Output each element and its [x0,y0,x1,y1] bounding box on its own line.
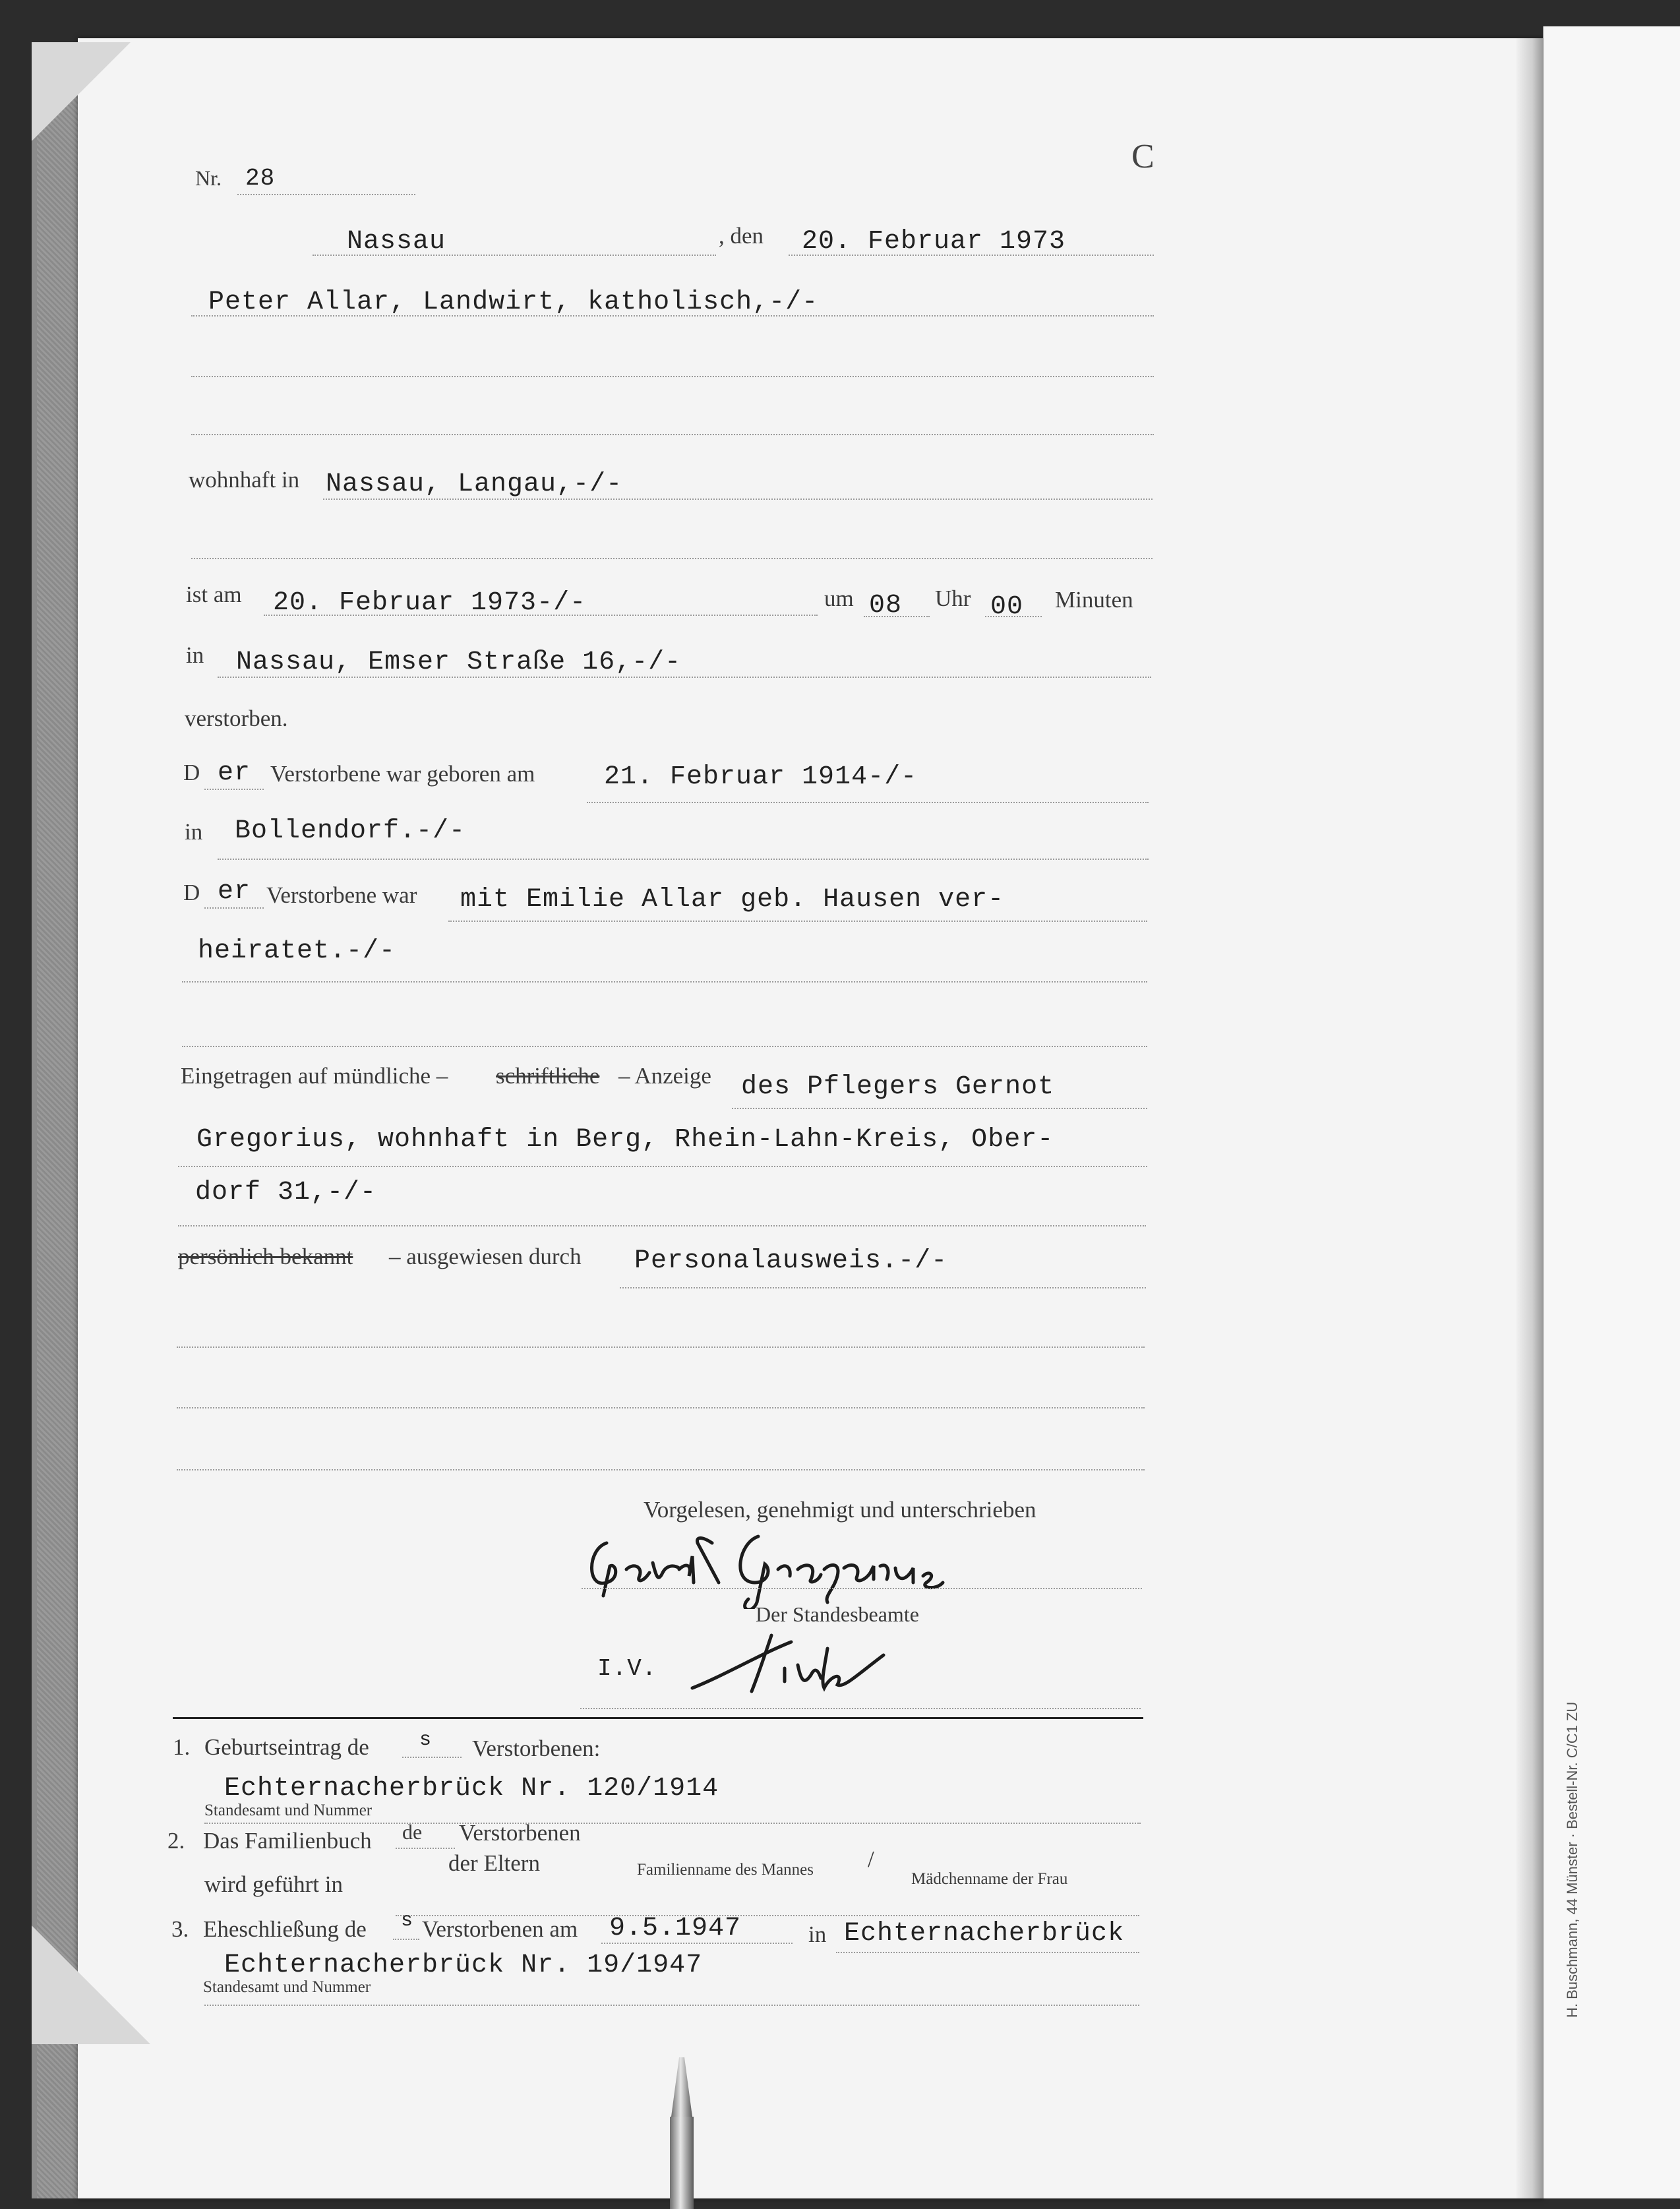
item3-value-line [204,2005,1139,2006]
registrar-signature-rule [580,1708,1141,1709]
birth-d-suffix: er [218,758,251,788]
marriage-rule-1 [448,921,1147,922]
identification-value: Personalausweis.-/- [634,1246,948,1276]
place: Nassau [347,227,446,257]
item3-number: 3. [171,1916,189,1942]
registration-label-a: Eingetragen auf mündliche – [181,1063,448,1089]
birth-date-line [587,802,1149,803]
birth-place-line [218,859,1149,860]
item1-suffix: s [419,1729,433,1751]
person-line-2 [191,376,1154,377]
um-label: um [824,586,854,611]
read-approved-label: Vorgelesen, genehmigt und unterschrieben [644,1497,1036,1523]
pen-pointer-icon [665,2057,702,2209]
birth-d-line [204,789,264,790]
death-minutes: 00 [990,592,1024,622]
item1-caption: Standesamt und Nummer [204,1801,373,1819]
birth-place-label: in [185,819,203,845]
item3-label: Eheschließung de [203,1916,367,1942]
item3-value: Echternacherbrück Nr. 19/1947 [224,1951,703,1980]
page-corner-top [32,42,131,141]
item1-value-line [204,1823,1141,1824]
identification-label-struck: persönlich bekannt [178,1244,353,1269]
death-date-line [264,615,818,616]
item1-label-b: Verstorbenen: [472,1736,601,1761]
death-hour: 08 [869,591,903,620]
item3-caption: Standesamt und Nummer [203,1978,371,1996]
birth-place: Bollendorf.-/- [235,816,466,846]
informant-line-3: dorf 31,-/- [195,1178,377,1207]
registrar-label: Der Standesbeamte [756,1602,919,1626]
corner-letter: C [1131,138,1155,175]
informant-line-2: Gregorius, wohnhaft in Berg, Rhein-Lahn-Kreis, Ober- [196,1125,1054,1155]
nr-line [237,194,415,195]
marriage-d-suffix: er [218,877,251,907]
item2-verstorbenen: Verstorbenen [459,1820,581,1846]
marriage-line-1: mit Emilie Allar geb. Hausen ver- [460,885,1005,915]
item2-label-b: wird geführt in [204,1871,343,1897]
blank-rule-1 [177,1347,1145,1348]
birth-d-label: D [183,760,200,785]
item1-label: Geburtseintrag de [204,1734,369,1760]
date-line [789,255,1154,256]
blank-rule-3 [177,1469,1145,1470]
minutes-line [985,616,1042,617]
deceased-description: Peter Allar, Landwirt, katholisch,-/- [208,287,819,317]
record-date: 20. Februar 1973 [802,227,1066,257]
person-line-3 [191,434,1154,435]
item3-place-line [836,1952,1139,1953]
death-date: 20. Februar 1973-/- [273,588,587,618]
minuten-label: Minuten [1055,587,1133,613]
birth-text-label: Verstorbene war geboren am [270,761,535,787]
marriage-d-line [204,907,264,909]
informant-rule-2 [178,1166,1147,1167]
informant-rule-1 [732,1108,1147,1109]
den-label: , den [719,223,764,249]
identification-label-b: – ausgewiesen durch [389,1244,582,1269]
hour-line [864,616,930,617]
residence-value: Nassau, Langau,-/- [326,469,623,499]
iv-label: I.V. [597,1655,657,1682]
death-place-line [218,677,1151,678]
verstorben-label: verstorben. [185,706,288,731]
nr-value: 28 [245,165,276,192]
marriage-d-label: D [183,880,200,905]
informant-rule-3 [178,1225,1146,1226]
person-line-1 [191,315,1154,317]
item3-in-label: in [808,1922,827,1947]
item3-suffix-line [393,1939,419,1940]
item1-value: Echternacherbrück Nr. 120/1914 [224,1774,719,1803]
item3-place: Echternacherbrück [844,1919,1125,1949]
place-line [313,255,716,256]
identification-rule [620,1287,1146,1288]
residence-line-2 [191,558,1153,559]
item2-de-line [396,1848,455,1849]
item2-de: de [402,1820,423,1844]
book-gutter [1516,38,1543,2198]
marriage-rule-3 [182,1046,1147,1047]
item2-caption-husband: Familienname des Mannes [637,1861,814,1879]
informant-signature [580,1517,949,1609]
registration-label-struck: schriftliche [496,1063,600,1089]
item3-date-line [601,1943,793,1944]
residence-label: wohnhaft in [189,467,300,493]
item2-label: Das Familienbuch [203,1828,372,1854]
item1-number: 1. [173,1734,191,1760]
registrar-signature [686,1629,897,1701]
uhr-label: Uhr [935,586,971,611]
death-date-label: ist am [186,582,242,607]
item2-caption-wife: Mädchenname der Frau [911,1870,1068,1888]
nr-label: Nr. [195,166,222,190]
registration-label-b: – Anzeige [618,1063,711,1089]
informant-line-1: des Pflegers Gernot [741,1072,1055,1102]
residence-line [323,499,1153,500]
death-place: Nassau, Emser Straße 16,-/- [236,648,682,677]
blank-rule-2 [177,1407,1145,1408]
item1-suffix-line [402,1757,462,1758]
item2-slash: / [868,1846,874,1872]
item2-eltern: der Eltern [448,1850,540,1876]
page-corner-bottom [32,1925,150,2044]
item3-suffix: s [401,1910,414,1932]
printer-imprint: H. Buschmann, 44 Münster · Bestell-Nr. C/C1 ZU [1564,1701,1580,2018]
death-place-label: in [186,642,204,668]
item3-date: 9.5.1947 [609,1914,742,1943]
marriage-text-label: Verstorbene war [266,882,417,908]
item3-label-b: Verstorbenen am [422,1916,578,1942]
informant-signature-rule [582,1588,1142,1589]
marriage-rule-2 [182,981,1147,983]
marriage-line-2: heiratet.-/- [198,936,396,966]
footer-divider [173,1717,1143,1719]
birth-date: 21. Februar 1914-/- [604,762,918,792]
item2-number: 2. [167,1828,185,1854]
